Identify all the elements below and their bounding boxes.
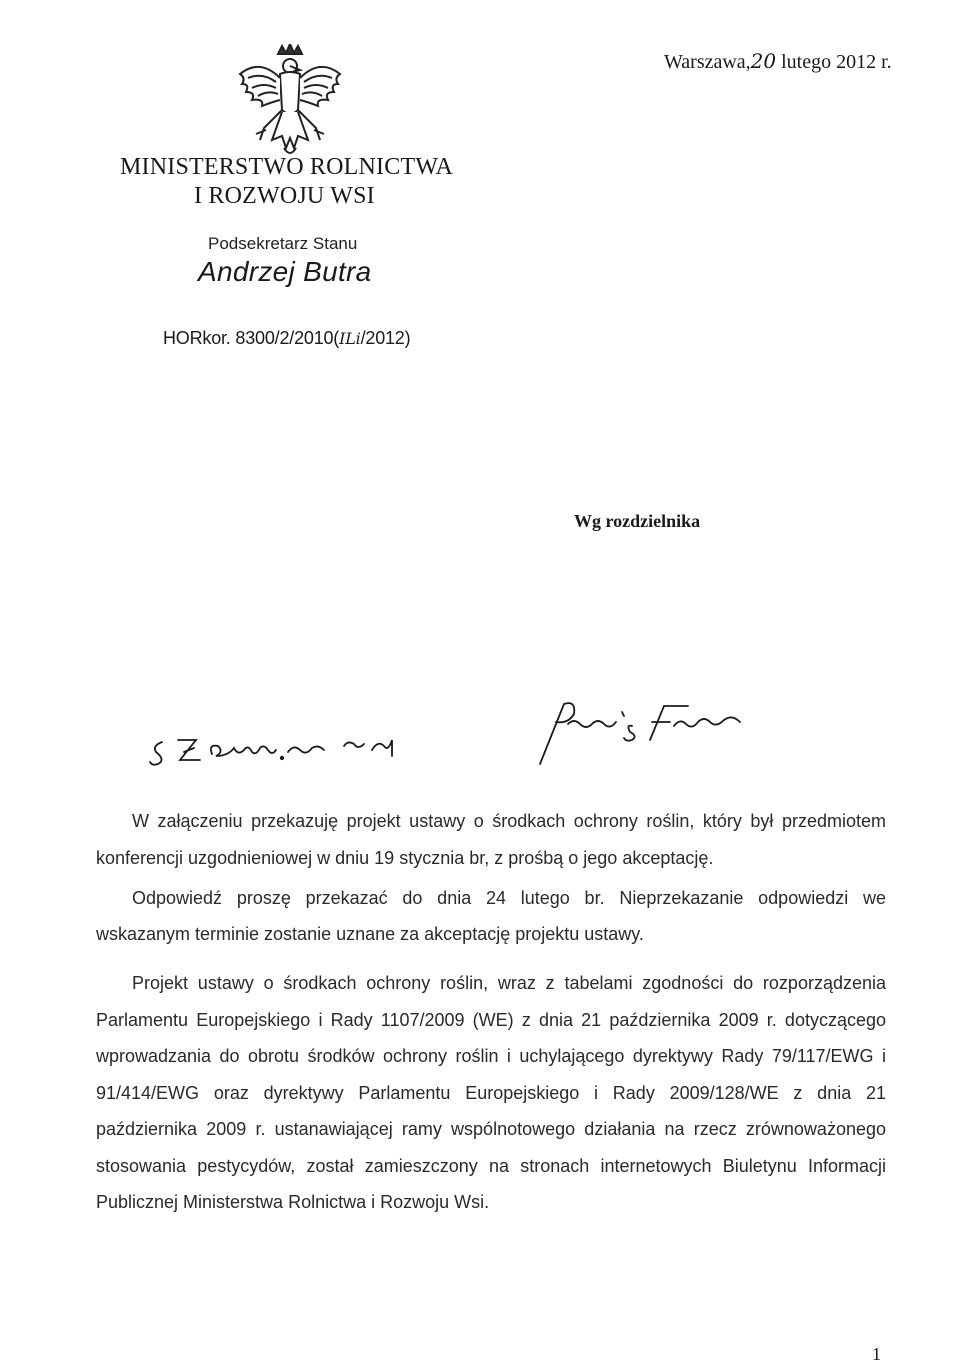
paragraph-1: W załączeniu przekazuję projekt ustawy o środkach ochrony roślin, który był przedmiotem konferencji uzgodnieniowej w dniu 19 stycznia br, z prośbą o jego akceptację. <box>96 811 886 868</box>
paragraph-3: Projekt ustawy o środkach ochrony roślin, wraz z tabelami zgodności do rozporządzenia Parlamentu Europejskiego i Rady 1107/2009 (WE) z dnia 21 października 2009 r. dotyczącego wprowadzania do obrotu środków ochrony roślin i uchylającego dyrektywy Rady 79/117/EWG i 91/414/EWG oraz dyrektywy Parlamentu Europejskiego i Rady 2009/128/WE z dnia 21 października 2009 r. ustanawiającej ramy wspólnotowego działania na rzecz zrównoważonego stosowania pestycydów, został zamieszczony na stronach internetowych Biuletynu Informacji Publicznej Ministerstwa Rolnictwa i Rozwoju Wsi. <box>96 973 886 1212</box>
official-name: Andrzej Butra <box>198 256 372 287</box>
page-number: 1 <box>872 1344 881 1364</box>
date-place: Warszawa, <box>664 51 751 73</box>
handwritten-salutation <box>148 700 798 770</box>
reference-suffix: /2012) <box>360 328 411 348</box>
reference-handwritten: ILi <box>339 329 361 348</box>
ministry-name-line1: MINISTERSTWO ROLNICTWA <box>120 154 454 180</box>
position-title: Podsekretarz Stanu <box>208 234 358 253</box>
date-rest: lutego 2012 r. <box>776 51 892 73</box>
paragraph-2: Odpowiedź proszę przekazać do dnia 24 lutego br. Nieprzekazanie odpowiedzi we wskazanym terminie zostanie uznane za akceptację projektu ustawy. <box>96 888 886 944</box>
addressee: Wg rozdzielnika <box>574 511 701 531</box>
dateline <box>664 49 892 74</box>
reference-prefix: HORkor. 8300/2/2010( <box>163 328 340 348</box>
date-day-handwritten: 20 <box>750 49 777 73</box>
ministry-header <box>120 153 453 211</box>
ministry-name-line2: I ROZWOJU WSI <box>194 183 375 209</box>
polish-eagle-emblem-icon <box>232 44 348 162</box>
reference-number <box>163 328 410 349</box>
